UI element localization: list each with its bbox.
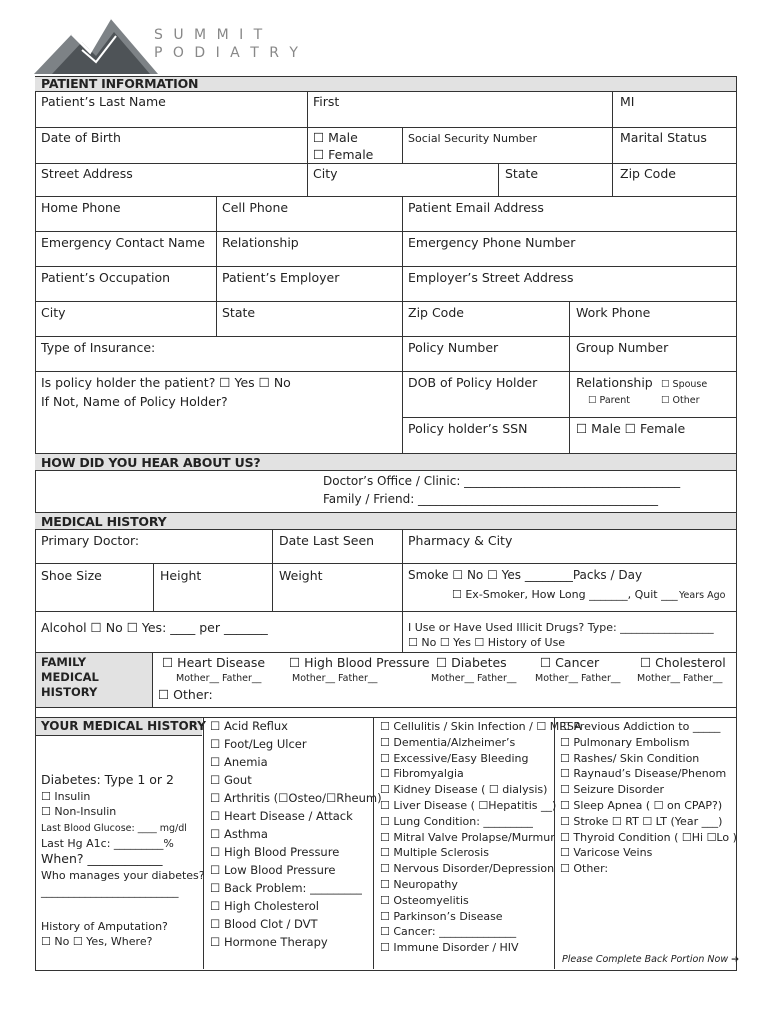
family-diabetes-mf[interactable]: Mother__ Father__ [431,673,517,684]
label-mi: MI [620,94,635,109]
family-label-3: HISTORY [41,685,98,699]
family-heart-disease[interactable]: ☐ Heart Disease [162,655,266,670]
history-checkbox-col2-7[interactable]: ☐ High Blood Pressure [210,845,340,859]
label-date-last-seen: Date Last Seen [279,533,375,548]
family-label-1: FAMILY [41,655,87,669]
label-employer-address: Employer’s Street Address [408,270,574,285]
history-checkbox-col2-4[interactable]: ☐ Arthritis (☐Osteo/☐Rheum) [210,791,382,805]
history-checkbox-col4-2[interactable]: ☐ Rashes/ Skin Condition [560,751,700,765]
label-emergency-contact: Emergency Contact Name [41,235,205,250]
patient-info-header: PATIENT INFORMATION [35,76,736,92]
label-relationship: Relationship [222,235,299,250]
hear-about-header: HOW DID YOU HEAR ABOUT US? [35,453,736,471]
history-checkbox-col4-8[interactable]: ☐ Varicose Veins [560,846,653,860]
label-email: Patient Email Address [408,200,544,215]
label-pharmacy: Pharmacy & City [408,533,513,548]
label-street-address: Street Address [41,166,133,181]
holder-sex-checkboxes[interactable]: ☐ Male ☐ Female [576,421,686,436]
family-label-2: MEDICAL [41,670,99,684]
label-employer-state: State [222,305,256,320]
label-zip-code: Zip Code [620,166,676,181]
hear-family-friend[interactable]: Family / Friend: ________________________________________ [323,492,659,506]
family-cholesterol[interactable]: ☐ Cholesterol [640,655,726,670]
label-work-phone: Work Phone [576,305,651,320]
label-employer-zip: Zip Code [408,305,464,320]
label-state: State [505,166,539,181]
history-checkbox-col2-10[interactable]: ☐ High Cholesterol [210,899,319,913]
label-ssn: Social Security Number [408,132,537,145]
amputation-options[interactable]: ☐ No ☐ Yes, Where? [41,935,153,948]
label-home-phone: Home Phone [41,200,121,215]
label-policy-holder-name: If Not, Name of Policy Holder? [41,394,228,409]
summit-logo-icon [32,12,162,76]
last-blood-glucose[interactable]: Last Blood Glucose: ____ mg/dl [41,823,187,834]
label-cell-phone: Cell Phone [222,200,289,215]
checkbox-insulin[interactable]: ☐ Insulin [41,790,91,803]
checkbox-spouse[interactable]: ☐ Spouse [661,379,708,390]
label-city: City [313,166,338,181]
family-other[interactable]: ☐ Other: [158,687,213,702]
last-a1c[interactable]: Last Hg A1c: _________% [41,837,174,850]
hear-doctor-office[interactable]: Doctor’s Office / Clinic: ____________________________________ [323,474,681,488]
history-checkbox-col2-5[interactable]: ☐ Heart Disease / Attack [210,809,353,823]
checkbox-other-rel[interactable]: ☐ Other [661,395,700,406]
label-last-name: Patient’s Last Name [41,94,166,109]
brand-podiatry: P O D I A T R Y [154,45,301,61]
label-weight: Weight [279,568,323,583]
history-checkbox-col2-6[interactable]: ☐ Asthma [210,827,268,841]
family-bp-mf[interactable]: Mother__ Father__ [292,673,378,684]
brand-summit: S U M M I T [154,27,266,43]
history-checkbox-col3-7[interactable]: ☐ Mitral Valve Prolapse/Murmur [380,830,555,844]
family-cancer-mf[interactable]: Mother__ Father__ [535,673,621,684]
label-primary-doctor: Primary Doctor: [41,533,140,548]
illicit-drugs-question[interactable]: I Use or Have Used Illicit Drugs? Type: _________________ [408,621,714,634]
label-dob: Date of Birth [41,130,121,145]
label-marital-status: Marital Status [620,130,707,145]
ex-smoker-options[interactable]: ☐ Ex-Smoker, How Long _______, Quit ___ [452,588,678,601]
alcohol-options[interactable]: Alcohol ☐ No ☐ Yes: ____ per _______ [41,620,268,635]
history-checkbox-col4-1[interactable]: ☐ Pulmonary Embolism [560,735,690,749]
history-checkbox-col3-5[interactable]: ☐ Liver Disease ( ☐Hepatitis __) [380,799,557,812]
family-diabetes[interactable]: ☐ Diabetes [436,655,507,670]
checkbox-non-insulin[interactable]: ☐ Non-Insulin [41,805,117,818]
history-checkbox-col3-12[interactable]: ☐ Parkinson’s Disease [380,909,503,923]
label-employer-city: City [41,305,66,320]
history-checkbox-col2-1[interactable]: ☐ Foot/Leg Ulcer [210,737,307,751]
label-emergency-phone: Emergency Phone Number [408,235,576,250]
history-checkbox-col4-7[interactable]: ☐ Thyroid Condition ( ☐Hi ☐Lo ) [560,830,737,844]
label-holder-relationship: Relationship [576,375,653,390]
label-dob-policy-holder: DOB of Policy Holder [408,375,538,390]
history-checkbox-col3-14[interactable]: ☐ Immune Disorder / HIV [380,941,519,955]
label-insurance-type: Type of Insurance: [41,340,156,355]
label-height: Height [160,568,202,583]
history-checkbox-col3-10[interactable]: ☐ Neuropathy [380,878,458,891]
history-checkbox-col3-8[interactable]: ☐ Multiple Sclerosis [380,846,489,860]
a1c-when[interactable]: When? ____________ [41,851,163,866]
history-checkbox-col2-11[interactable]: ☐ Blood Clot / DVT [210,917,318,931]
history-checkbox-col3-9[interactable]: ☐ Nervous Disorder/Depression [380,862,555,876]
history-checkbox-col2-8[interactable]: ☐ Low Blood Pressure [210,863,336,877]
history-checkbox-col4-4[interactable]: ☐ Seizure Disorder [560,783,665,797]
label-holder-ssn: Policy holder’s SSN [408,421,528,436]
history-checkbox-col3-3[interactable]: ☐ Fibromyalgia [380,767,464,781]
diabetes-manager[interactable]: Who manages your diabetes? [41,869,205,882]
history-checkbox-col4-9[interactable]: ☐ Other: [560,862,609,876]
policy-holder-question[interactable]: Is policy holder the patient? ☐ Yes ☐ No [41,375,291,390]
family-chol-mf[interactable]: Mother__ Father__ [637,673,723,684]
label-group-number: Group Number [576,340,669,355]
label-years-ago: Years Ago [679,590,726,601]
diabetes-manager-line[interactable]: _________________________ [41,885,179,898]
history-checkbox-col2-0[interactable]: ☐ Acid Reflux [210,719,288,733]
label-first-name: First [313,94,340,109]
history-checkbox-col3-6[interactable]: ☐ Lung Condition: _________ [380,814,533,828]
history-checkbox-col4-6[interactable]: ☐ Stroke ☐ RT ☐ LT (Year ___) [560,814,723,828]
history-checkbox-col3-11[interactable]: ☐ Osteomyelitis [380,893,469,907]
history-checkbox-col2-9[interactable]: ☐ Back Problem: _________ [210,881,362,895]
smoke-options[interactable]: Smoke ☐ No ☐ Yes ________Packs / Day [408,568,643,582]
back-portion-note: Please Complete Back Portion Now ➔ [562,954,740,965]
history-checkbox-col3-2[interactable]: ☐ Excessive/Easy Bleeding [380,751,529,765]
checkbox-male[interactable]: ☐ Male [313,130,358,145]
checkbox-parent[interactable]: ☐ Parent [588,395,630,406]
family-high-bp[interactable]: ☐ High Blood Pressure [289,655,430,670]
history-checkbox-col3-13[interactable]: ☐ Cancer: ______________ [380,925,517,939]
history-checkbox-col3-4[interactable]: ☐ Kidney Disease ( ☐ dialysis) [380,783,548,797]
history-checkbox-col4-3[interactable]: ☐ Raynaud’s Disease/Phenom [560,767,727,781]
diabetes-type[interactable]: Diabetes: Type 1 or 2 [41,772,174,787]
medical-history-header: MEDICAL HISTORY [35,512,736,530]
family-heart-mf[interactable]: Mother__ Father__ [176,673,262,684]
history-checkbox-col3-1[interactable]: ☐ Dementia/Alzheimer’s [380,735,516,749]
checkbox-female[interactable]: ☐ Female [313,147,374,162]
label-shoe-size: Shoe Size [41,568,102,583]
illicit-drugs-options[interactable]: ☐ No ☐ Yes ☐ History of Use [408,636,566,649]
history-checkbox-col4-0[interactable]: ☐ Previous Addiction to _____ [560,720,721,733]
label-policy-number: Policy Number [408,340,499,355]
amputation-question: History of Amputation? [41,920,168,933]
family-cancer[interactable]: ☐ Cancer [540,655,600,670]
label-employer: Patient’s Employer [222,270,340,285]
history-checkbox-col3-0[interactable]: ☐ Cellulitis / Skin Infection / ☐ MRSA [380,720,582,733]
label-occupation: Patient’s Occupation [41,270,171,285]
your-history-title: YOUR MEDICAL HISTORY [41,719,206,733]
history-checkbox-col2-3[interactable]: ☐ Gout [210,773,252,787]
history-checkbox-col2-2[interactable]: ☐ Anemia [210,755,268,769]
history-checkbox-col2-12[interactable]: ☐ Hormone Therapy [210,935,328,949]
history-checkbox-col4-5[interactable]: ☐ Sleep Apnea ( ☐ on CPAP?) [560,799,723,812]
